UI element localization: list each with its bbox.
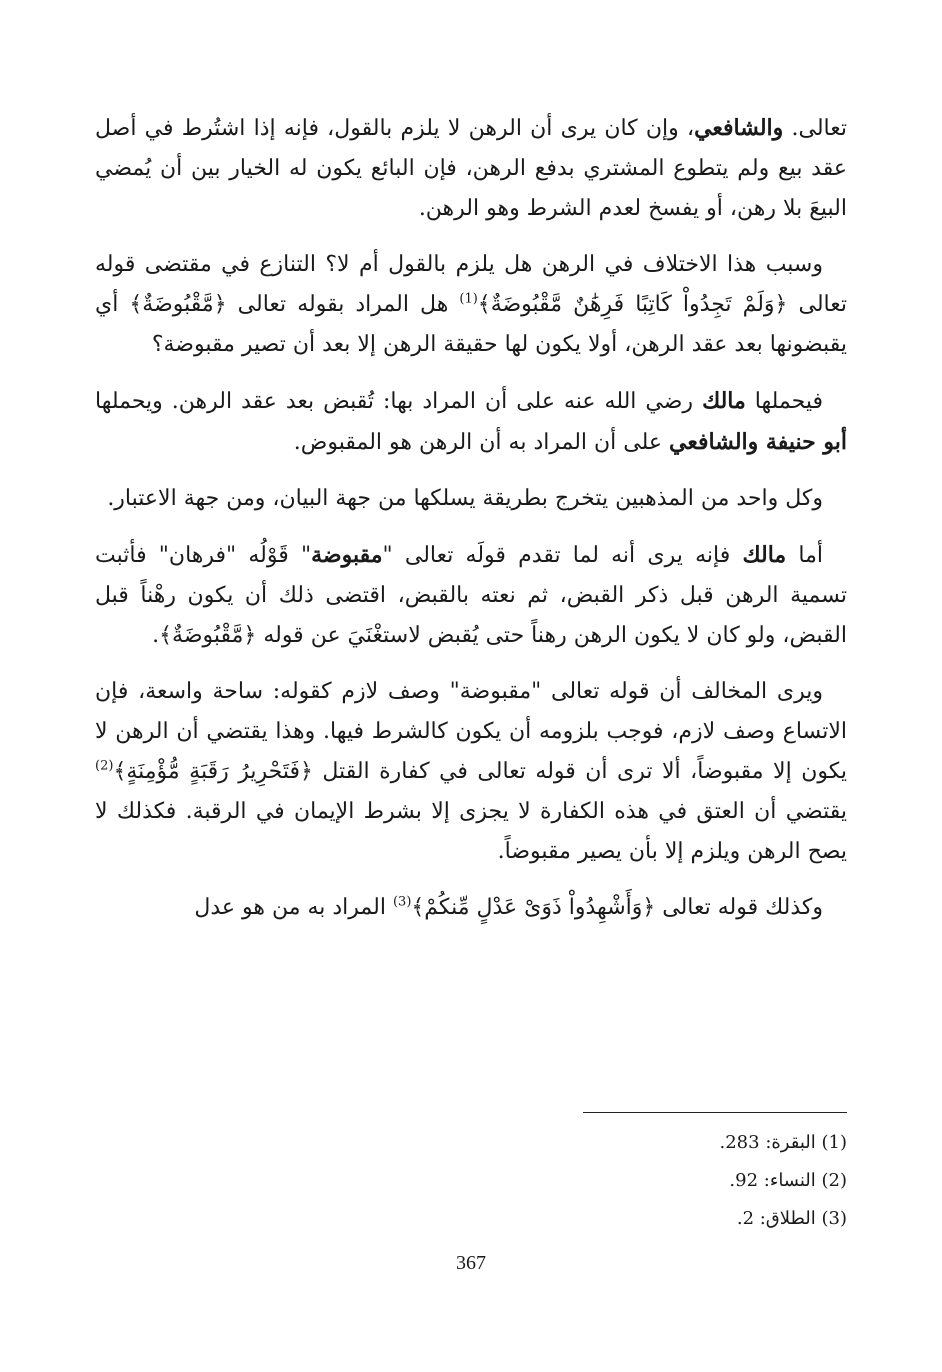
text-segment: يقتضي أن العتق في هذه الكفارة لا يجزى إلا بشرط الإيمان في الرقبة. فكذلك لا يصح الرهن ويلزم إلا بأن يصير مقبوضاً. [95, 799, 847, 864]
footnote-divider [583, 1112, 847, 1113]
footnote-2: (2) النساء: 92. [729, 1170, 847, 1191]
text-segment: على أن المراد به أن الرهن هو المقبوض. [293, 430, 670, 455]
footnote-1: (1) البقرة: 283. [719, 1132, 847, 1153]
text-segment: أي يقبضونها بعد عقد الرهن، أولا يكون لها حقيقة الرهن إلا بعد أن تصير مقبوضة؟ [95, 292, 847, 357]
text-segment: المراد به من هو عدل [194, 895, 393, 920]
text-segment: رضي الله عنه على أن المراد بها: تُقبض بعد عقد الرهن. ويحملها [95, 389, 703, 414]
bold-name: مالك [702, 388, 746, 414]
text-segment: هل المراد بقوله تعالى [226, 292, 460, 317]
quran-quote: ﴿وَلَمْ تَجِدُواْ كَاتِبًا فَرِهَٰنٌ مَّقْبُوضَةٌ﴾ [477, 292, 788, 317]
footnote-marker: (1) [459, 291, 478, 307]
text-segment: تعالى. [783, 116, 847, 141]
paragraph [95, 535, 847, 656]
quran-quote: ﴿مَّقْبُوضَةٌ﴾ [129, 292, 227, 317]
bold-name: مالك [742, 542, 787, 568]
quran-quote: ﴿فَتَحْرِيرُ رَقَبَةٍ مُّؤْمِنَةٍ﴾ [113, 759, 313, 784]
paragraph [95, 245, 847, 365]
paragraph [95, 888, 847, 928]
footnote-marker: (3) [392, 894, 412, 910]
page-number: 367 [456, 1252, 486, 1274]
quran-quote: ﴿وَأَشْهِدُواْ ذَوَىْ عَدْلٍ مِّنكُمْ﴾ [411, 895, 656, 920]
text-segment: فيحملها [745, 389, 823, 414]
text-segment: ويرى المخالف أن قوله تعالى "مقبوضة" وصف لازم كقوله: ساحة واسعة، فإن الاتساع وصف لازم، فوجب بلزومه أن يكون كالشرط فيها. وهذا يقتضي أن الرهن لا يكون إلا مقبوضاً، ألا ترى أن قوله تعالى في كفارة القتل [95, 679, 847, 784]
text-segment: " قَوْلُه "فرهان" فأثبت تسمية الرهن قبل ذكر القبض، ثم نعته بالقبض، اقتضى ذلك أن يكون رهْناً قبل القبض، ولو كان لا يكون الرهن رهناً حتى يُقبض لاستغْنَيَ عن قوله [95, 543, 847, 648]
paragraph [95, 672, 847, 872]
bold-name: أبو حنيفة والشافعي [669, 429, 847, 455]
text-segment: . [152, 623, 160, 648]
text-segment: أما [786, 543, 824, 568]
bold-name: مقبوضة [311, 542, 383, 568]
footnotes [560, 1124, 847, 1238]
paragraph [95, 108, 847, 229]
paragraph [95, 479, 847, 519]
text-segment: وكل واحد من المذهبين يتخرج بطريقة يسلكها من جهة البيان، ومن جهة الاعتبار. [107, 486, 823, 511]
quran-quote: ﴿مَّقْبُوضَةٌ﴾ [159, 623, 257, 648]
footnote-3: (3) الطلاق: 2. [736, 1208, 847, 1229]
footnote-marker: (2) [95, 758, 114, 774]
text-segment: ، وإن كان يرى أن الرهن لا يلزم بالقول، فإنه إذا اشتُرط في أصل عقد بيع ولم يتطوع المشتري بدفع الرهن، فإن البائع يكون له الخيار بين أن يُمضي البيعَ بلا رهن، أو يفسخ لعدم الشرط وهو الرهن. [95, 116, 847, 221]
text-segment: وسبب هذا الاختلاف في الرهن هل يلزم بالقول أم لا؟ التنازع في مقتضى قوله تعالى [95, 252, 847, 317]
page-body [95, 108, 847, 944]
text-segment: وكذلك قوله تعالى [655, 895, 823, 920]
bold-name: والشافعي [694, 115, 784, 141]
text-segment: فإنه يرى أنه لما تقدم قولَه تعالى " [382, 543, 743, 568]
paragraph [95, 381, 847, 463]
